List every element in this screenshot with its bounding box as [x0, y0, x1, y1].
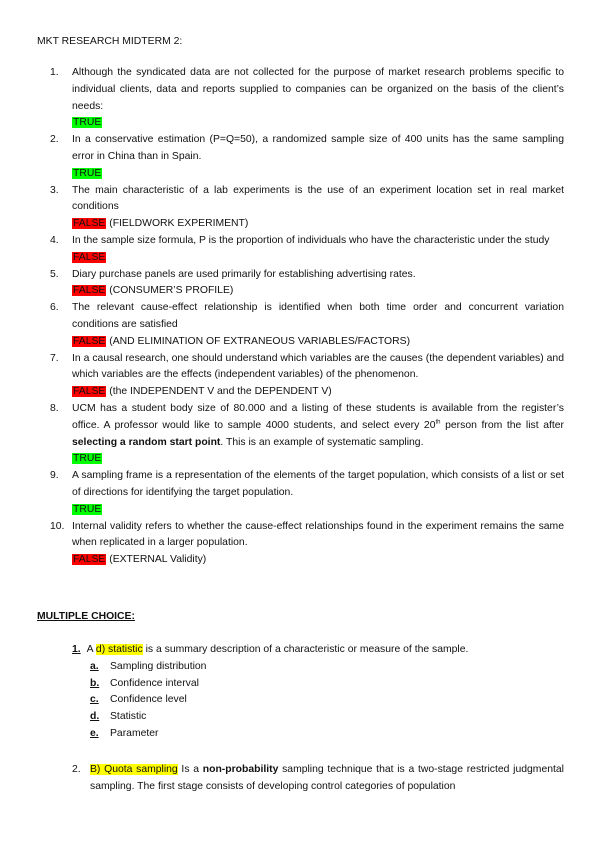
- list-item: [50, 519, 564, 569]
- answer-badge: FALSE: [73, 251, 106, 263]
- answer-note: (the INDEPENDENT V and the DEPENDENT V): [106, 386, 332, 398]
- multiple-choice-question: [72, 762, 564, 796]
- list-item: [50, 267, 564, 301]
- list-item: [50, 300, 564, 350]
- list-item: [50, 233, 564, 267]
- multiple-choice-question: [72, 642, 564, 743]
- option-item: c. Confidence level: [90, 694, 187, 706]
- answer-note: (FIELDWORK EXPERIMENT): [106, 218, 249, 230]
- question-number: 10.: [50, 520, 65, 532]
- answer-badge: FALSE: [73, 554, 106, 566]
- question-number: 1.: [72, 644, 81, 655]
- section-heading: MULTIPLE CHOICE:: [37, 611, 135, 622]
- question-text: Internal validity refers to whether the cause-effect relationships found in the experiment remains the same when replicated in a larger population.: [72, 520, 564, 549]
- answer-badge: FALSE: [73, 285, 106, 297]
- question-text: UCM has a student body size of 80.000 and a listing of these students is available from the register’s office. A professor would like to sample 4000 students, and select every 20th person from the list after selecting a random start point. This is an example of systematic sampling.: [72, 402, 564, 448]
- question-number: 7.: [50, 352, 59, 364]
- answer-badge: FALSE: [73, 335, 106, 347]
- answer-note: (EXTERNAL Validity): [106, 554, 207, 566]
- list-item: [50, 468, 564, 518]
- answer-badge: TRUE: [73, 167, 102, 179]
- list-item: [50, 65, 564, 132]
- list-item: [50, 401, 564, 468]
- option-item: a. Sampling distribution: [90, 660, 207, 672]
- answer-badge: TRUE: [73, 453, 102, 465]
- question-text: In a causal research, one should understand which variables are the causes (the dependent variables) and which variables are the effects (independent variables) of the phenomenon.: [72, 352, 564, 381]
- question-text: A sampling frame is a representation of the elements of the target population, which consists of a list or set of directions for identifying the target population.: [72, 470, 564, 498]
- answer-note: (CONSUMER’S PROFILE): [106, 285, 234, 297]
- question-number: 2.: [50, 134, 59, 146]
- answer-badge: FALSE: [73, 386, 106, 398]
- document-title: MKT RESEARCH MIDTERM 2:: [37, 36, 183, 47]
- question-number: 6.: [50, 302, 59, 314]
- option-item: d. Statistic: [90, 711, 147, 723]
- true-false-list: [50, 65, 564, 569]
- question-number: 9.: [50, 470, 59, 482]
- question-number: 5.: [50, 268, 59, 280]
- question-text: 1. A d) statistic is a summary description of a characteristic or measure of the sample.: [72, 644, 469, 655]
- question-number: 2.: [72, 764, 81, 775]
- question-number: 4.: [50, 234, 59, 246]
- option-list: [90, 659, 564, 743]
- answer-note: (AND ELIMINATION OF EXTRANEOUS VARIABLES/FACTORS): [106, 335, 411, 347]
- highlighted-answer: B) Quota sampling: [90, 764, 178, 775]
- question-number: 8.: [50, 402, 59, 414]
- list-item: [50, 132, 564, 182]
- highlighted-answer: d) statistic: [95, 644, 143, 655]
- question-text: B) Quota sampling Is a non-probability sampling technique that is a two-stage restricted judgmental sampling. The first stage consists of developing control categories of population: [90, 764, 564, 792]
- option-item: b. Confidence interval: [90, 677, 199, 689]
- question-text: Although the syndicated data are not collected for the purpose of market research problems specific to individual clients, data and reports supplied to companies can be organized on the basis of the client’s needs:: [72, 67, 564, 112]
- question-text: The relevant cause-effect relationship is identified when both time order and concurrent variation conditions are satisfied: [72, 302, 564, 330]
- question-text: In a conservative estimation (P=Q=50), a randomized sample size of 400 units has the same sampling error in China than in Spain.: [72, 134, 564, 162]
- answer-badge: FALSE: [73, 218, 106, 230]
- list-item: [50, 351, 564, 401]
- question-number: 1.: [50, 67, 59, 78]
- option-item: e. Parameter: [90, 727, 159, 739]
- question-text: The main characteristic of a lab experiments is the use of an experiment location set in real market conditions: [72, 184, 564, 213]
- question-text: In the sample size formula, P is the proportion of individuals who have the characteristic under the study: [72, 234, 550, 246]
- question-number: 3.: [50, 184, 59, 196]
- answer-badge: TRUE: [73, 117, 102, 129]
- list-item: [50, 183, 564, 233]
- answer-badge: TRUE: [73, 503, 102, 515]
- question-text: Diary purchase panels are used primarily for establishing advertising rates.: [72, 268, 416, 280]
